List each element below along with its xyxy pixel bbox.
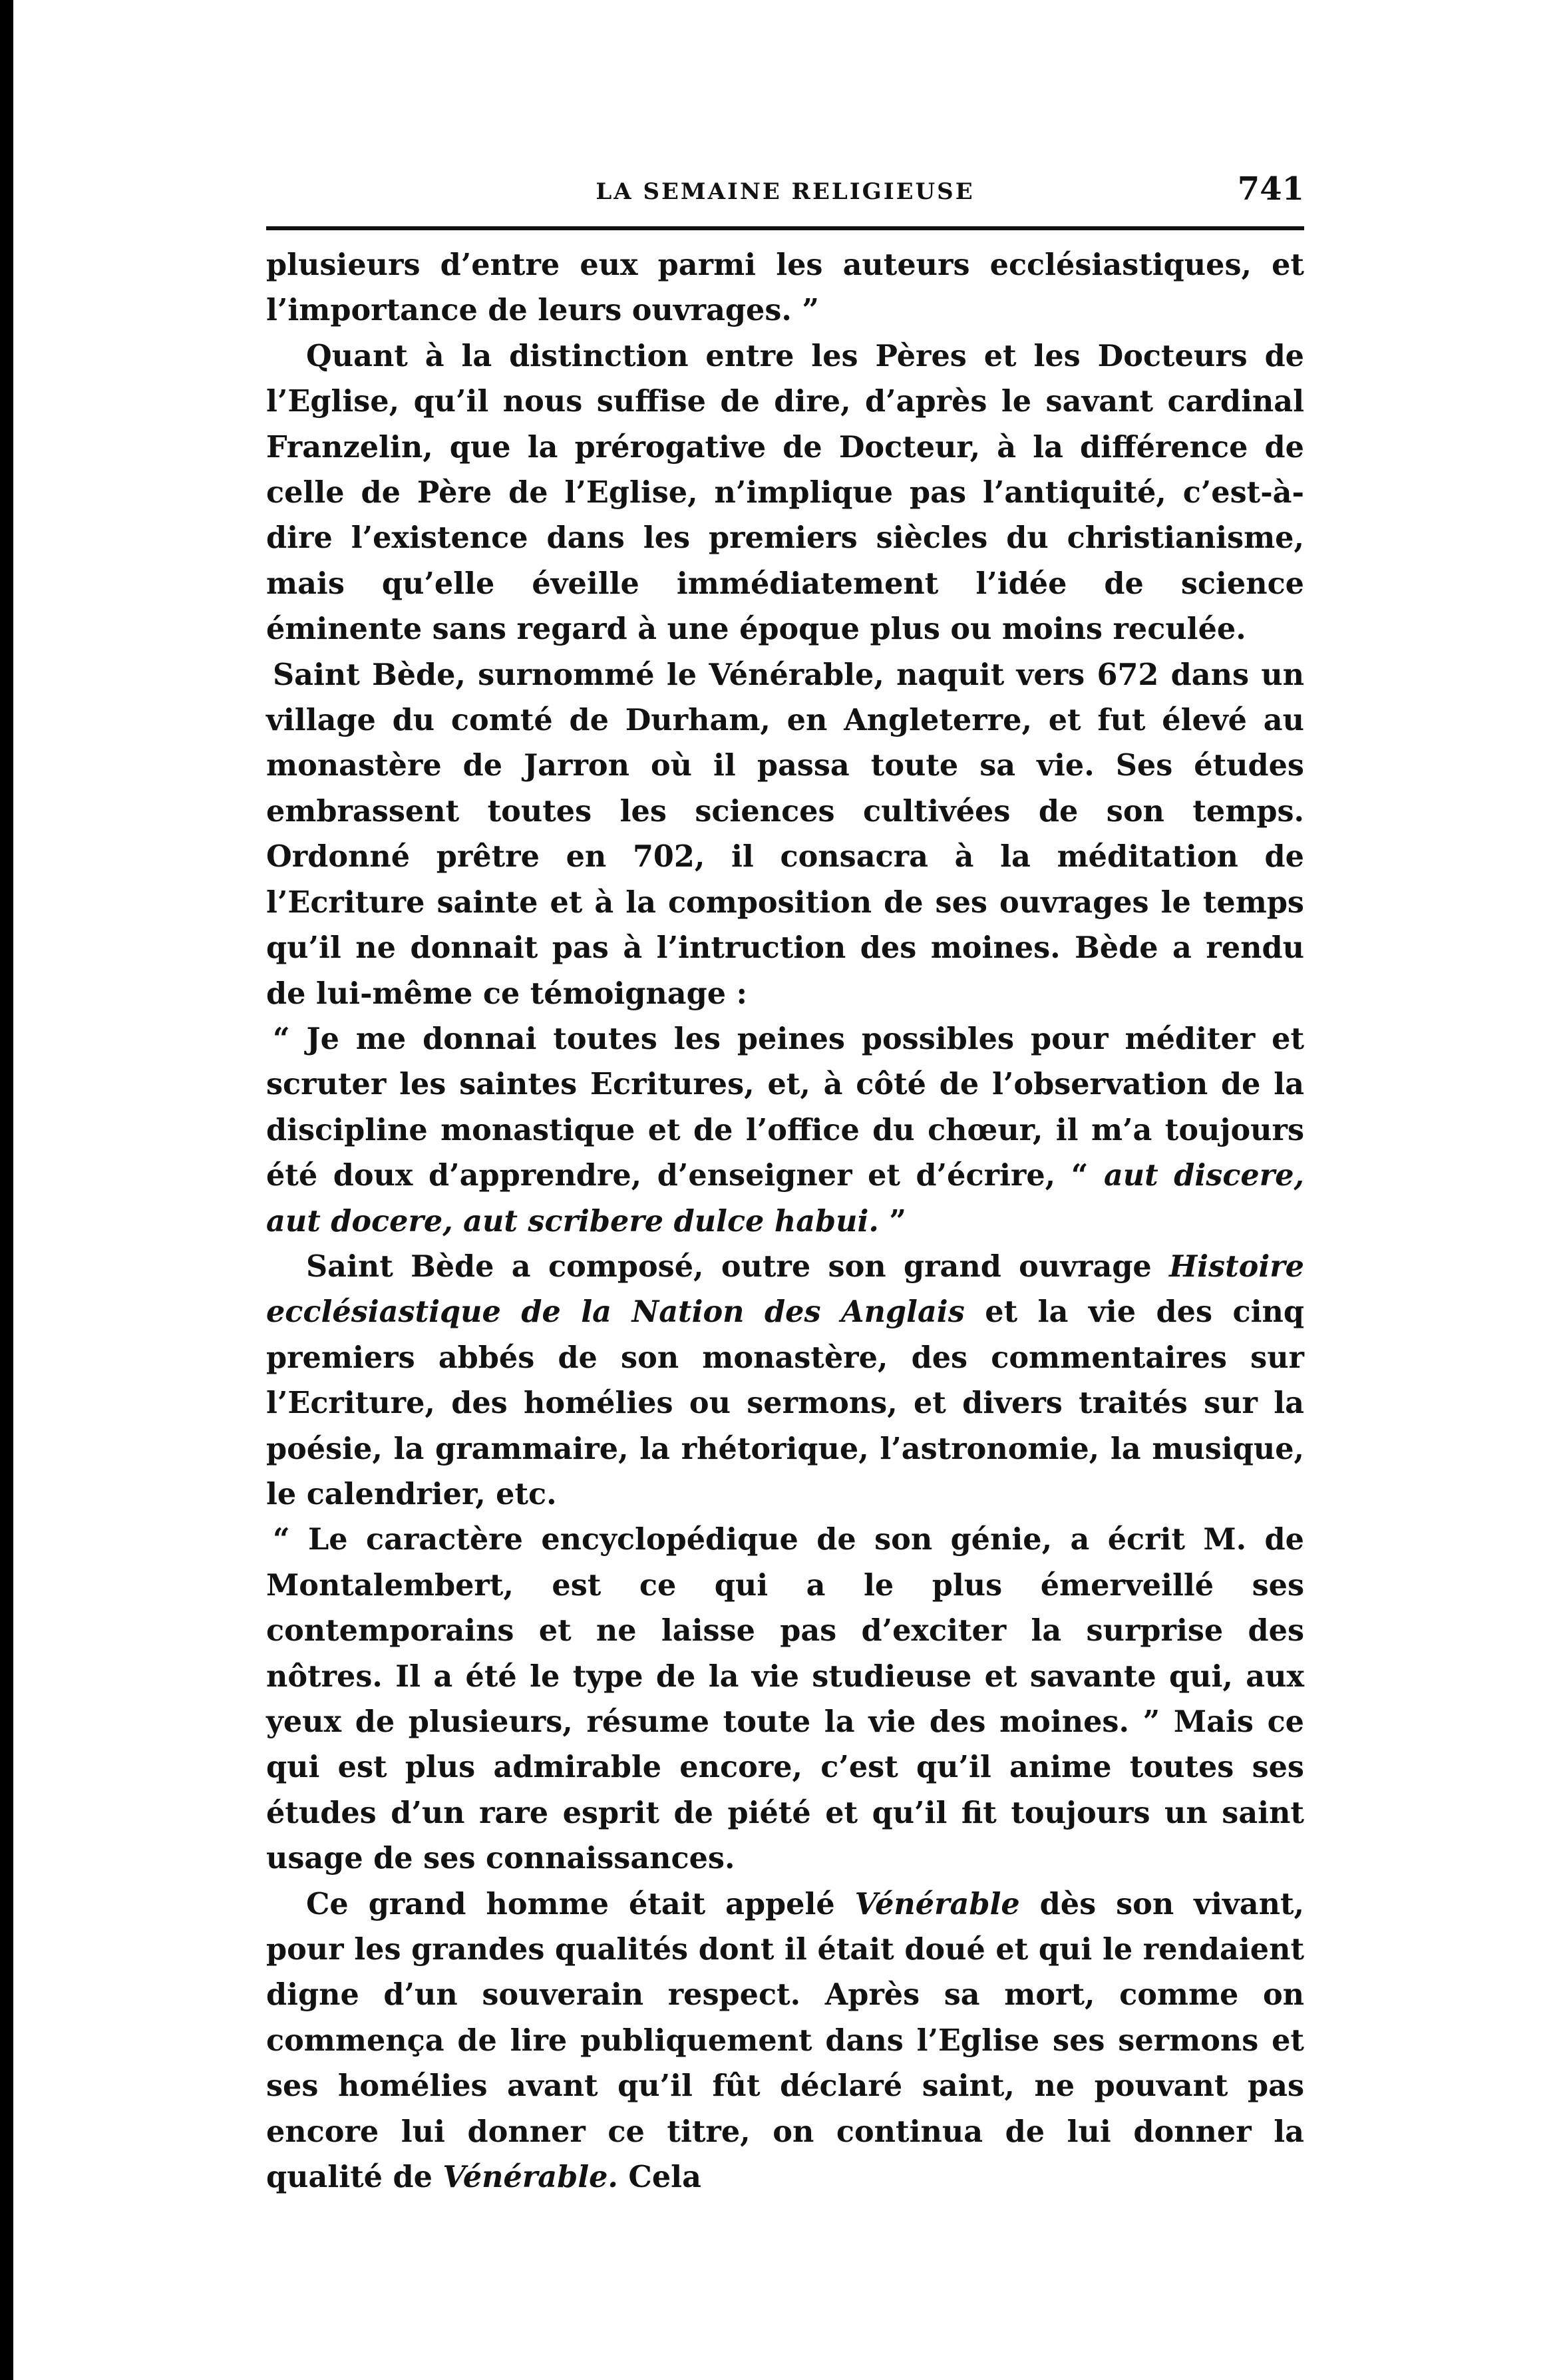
- paragraph-doctors: Quant à la distinction entre les Pères et les Docteurs de l’Eglise, qu’il nous suffise de dire, d’après le savant cardinal Franzelin, que la prérogative de Docteur, à la différence de celle de Père de l’Eglise, n’implique pas l’antiquité, c’est-à-dire l’existence dans les premiers siècles du christianisme, mais qu’elle éveille immédiatement l’idée de science éminente sans regard à une époque plus ou moins reculée.: [266, 338, 1304, 647]
- paragraph-venerable: [266, 1882, 1304, 2200]
- page-header: [266, 166, 1304, 226]
- quote-text: “ Je me donnai toutes les peines possibles pour méditer et scruter les saintes Ecritures, et, à côté de l’observation de la discipline monastique et de l’office du chœur, il m’a toujours été doux d’apprendre, d’enseigner et d’écrire, “: [266, 1021, 1304, 1193]
- quote-close: ”: [878, 1203, 907, 1239]
- latin-quote: aut discere, aut docere, aut scribere dulce habui.: [266, 1158, 1304, 1239]
- running-title: LA SEMAINE RELIGIEUSE: [596, 178, 975, 205]
- venerable-middle: dès son vivant, pour les grandes qualités dont il était doué et qui le rendaient digne d’un souverain respect. Après sa mort, comme on commença de lire publiquement dans l’Eglise ses sermons et ses homélies avant qu’il fût déclaré saint, ne pouvant pas encore lui donner ce titre, on continua de lui donner la qualité de: [266, 1886, 1305, 2195]
- book-title: Histoire ecclésiastique de la Nation des Anglais: [266, 1249, 1304, 1330]
- paragraph-montalembert: “ Le caractère encyclopédique de son génie, a écrit M. de Montalembert, est ce qui a le plus émerveillé ses contemporains et ne laisse pas d’exciter la surprise des nôtres. Il a été le type de la vie studieuse et savante qui, aux yeux de plusieurs, résume toute la vie des moines. ” Mais ce qui est plus admirable encore, c’est qu’il anime toutes ses études d’un rare esprit de piété et qu’il fit toujours un saint usage de ses connaissances.: [266, 1522, 1304, 1876]
- works-rest: et la vie des cinq premiers abbés de son monastère, des commentaires sur l’Ecriture, des homélies ou sermons, et divers traités sur la poésie, la grammaire, la rhétorique, l’astronomie, la musique, le calendrier, etc.: [266, 1294, 1304, 1511]
- venerable-intro: Ce grand homme était appelé: [306, 1886, 855, 1921]
- paragraph-continuation: plusieurs d’entre eux parmi les auteurs ecclésiastiques, et l’importance de leurs ouvrages. ”: [266, 248, 1304, 328]
- venerable-end: Cela: [617, 2160, 701, 2195]
- page-number: 741: [1237, 170, 1304, 208]
- paragraph-bede-life: Saint Bède, surnommé le Vénérable, naquit vers 672 dans un village du comté de Durham, en Angleterre, et fut élevé au monastère de Jarron où il passa toute sa vie. Ses études embrassent toutes les sciences cultivées de son temps. Ordonné prêtre en 702, il consacra à la méditation de l’Ecriture sainte et à la composition de ses ouvrages le temps qu’il ne donnait pas à l’intruction des moines. Bède a rendu de lui-même ce témoignage :: [266, 657, 1304, 1011]
- works-intro: Saint Bède a composé, outre son grand ouvrage: [306, 1249, 1170, 1284]
- body-text: [266, 242, 1304, 2200]
- paragraph-works: [266, 1244, 1304, 1517]
- venerable-title-2: Vénérable.: [442, 2160, 618, 2195]
- paragraph-bede-quote: [266, 1016, 1304, 1244]
- binding-edge: [0, 0, 13, 2380]
- header-rule: [266, 226, 1304, 230]
- book-page: [266, 166, 1304, 2200]
- venerable-title-1: Vénérable: [854, 1886, 1020, 1921]
